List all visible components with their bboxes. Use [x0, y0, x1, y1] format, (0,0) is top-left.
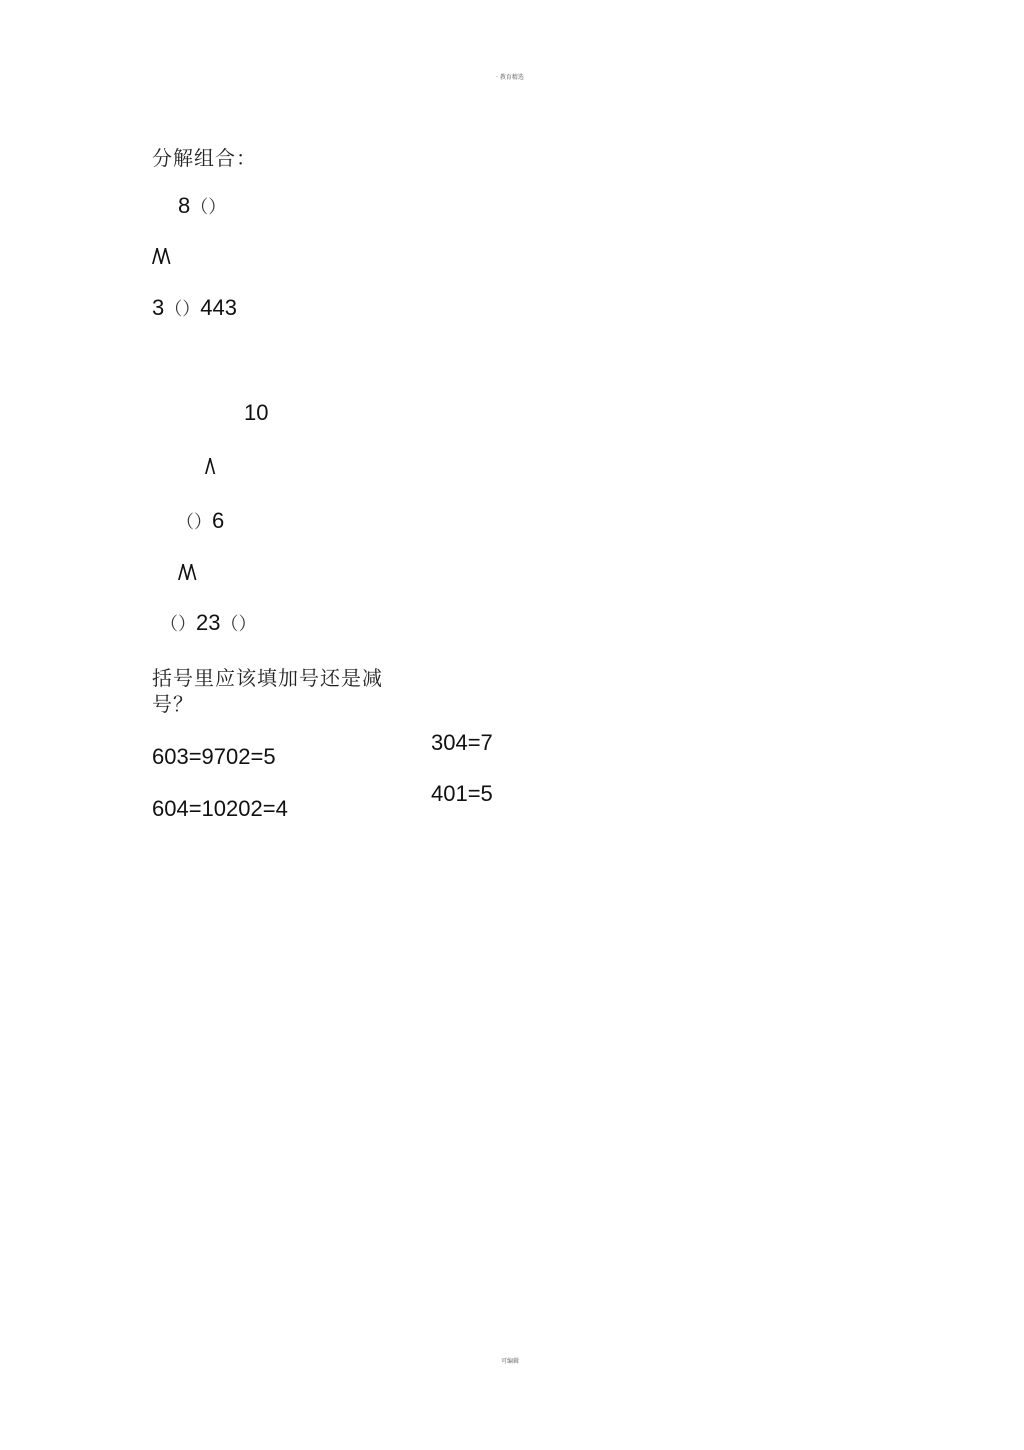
tree2-top-number: 10	[244, 400, 269, 425]
tree2-middle-blank: （）	[176, 512, 212, 533]
equation-left-1: 603=9702=5	[152, 744, 276, 769]
tree1-bottom-right-number: 443	[200, 295, 237, 320]
tree1-top	[178, 193, 226, 219]
tree1-bottom-blank: （）	[164, 299, 201, 320]
tree2-middle-number: 6	[212, 508, 225, 533]
tree1-bottom	[152, 295, 237, 321]
equation-left-2: 604=10202=4	[152, 796, 288, 821]
tree1-top-blank: （）	[190, 197, 227, 218]
tree2-bottom-number: 23	[196, 610, 221, 635]
equation-right-2: 401=5	[431, 781, 493, 806]
header-marker: · 教育精选	[496, 74, 524, 81]
footer-marker: 可编辑	[501, 1358, 520, 1365]
tree2-branch-upper: /\	[205, 454, 214, 479]
tree2-bottom-left-blank: （）	[160, 614, 196, 635]
tree1-top-number: 8	[178, 193, 191, 218]
tree2-middle	[176, 508, 224, 534]
tree2-branch-lower: /\/\	[178, 560, 195, 585]
section-heading: 分解组合：	[152, 146, 257, 170]
tree2-bottom	[160, 610, 256, 636]
tree1-bottom-left-number: 3	[152, 295, 165, 320]
question-text: 括号里应该填加号还是减号？	[152, 666, 383, 716]
equation-right-1: 304=7	[431, 730, 493, 755]
tree1-branch: /\/\	[152, 244, 169, 269]
tree2-bottom-right-blank: （）	[220, 614, 257, 635]
